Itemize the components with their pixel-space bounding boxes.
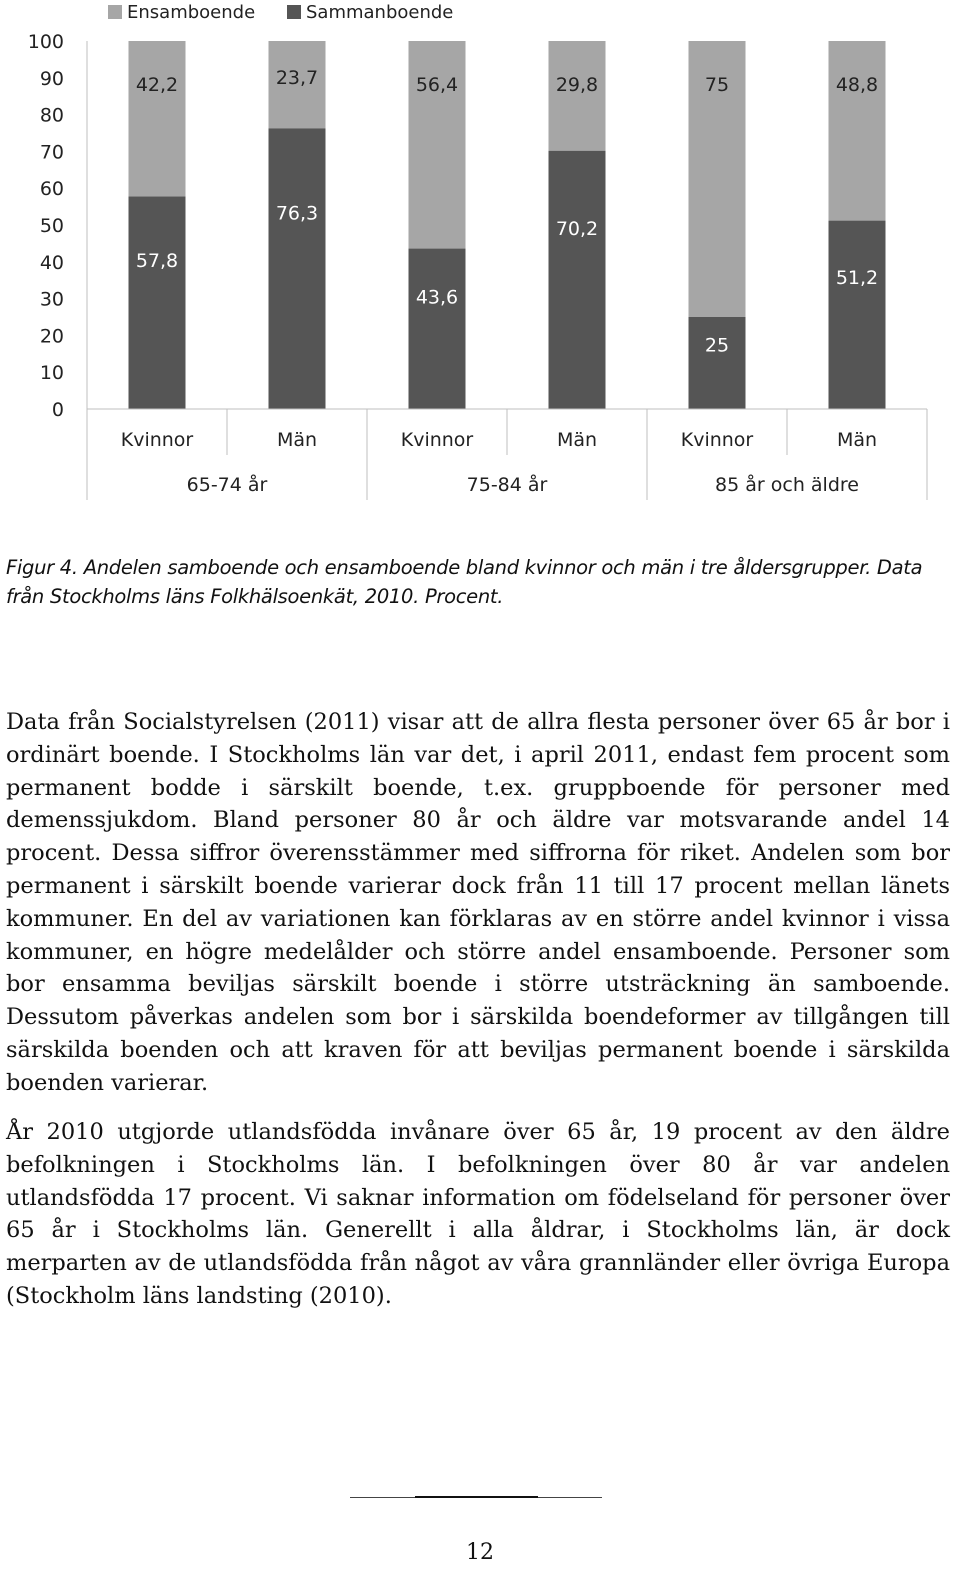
x-category-label: Män: [556, 429, 598, 451]
x-category-label: Män: [836, 429, 878, 451]
bar-segment-ensamboende: [129, 41, 186, 196]
body-paragraph: År 2010 utgjorde utlandsfödda invånare över 65 år, 19 procent av den äldre befolkningen i Stockholms län. I befolkningen över 80 år var andelen utlandsfödda 17 procent. Vi saknar information om födelseland för personer över 65 år i Stockholms län. Generellt i alla åldrar, i Stockholms län, är dock merparten av de utlandsfödda från något av våra grannländer eller övriga Europa (Stockholm läns landsting (2010).: [6, 1119, 950, 1309]
x-group-label: 85 år och äldre: [715, 474, 859, 496]
bar-segment-ensamboende: [829, 41, 886, 221]
bar-segment-ensamboende: [409, 41, 466, 249]
data-label: 42,2: [135, 74, 179, 96]
y-tick-label: 40: [39, 251, 64, 274]
figure-caption: Figur 4. Andelen samboende och ensamboende bland kvinnor och män i tre åldersgrupper. Data från Stockholms läns Folkhälsoenkät, 2010. Procent.: [6, 556, 923, 608]
y-tick-label: 20: [39, 325, 64, 348]
legend-label-sammanboende: Sammanboende: [306, 2, 454, 23]
plot-area: [129, 41, 886, 409]
legend-label-ensamboende: Ensamboende: [127, 2, 256, 23]
y-tick-label: 50: [39, 215, 64, 237]
page-number: 12: [466, 1540, 494, 1565]
data-label: 48,8: [835, 74, 879, 96]
y-tick-label: 100: [27, 31, 64, 53]
y-tick-label: 80: [39, 104, 64, 127]
y-axis: [28, 31, 87, 500]
legend-swatch-ensamboende: [108, 5, 122, 19]
stacked-bar-chart: [0, 0, 960, 510]
bar-segment-sammanboende: [129, 196, 186, 409]
bar-segment-sammanboende: [689, 317, 746, 409]
y-tick-label: 0: [51, 399, 64, 421]
y-tick-label: 30: [39, 288, 64, 311]
bar-segment-sammanboende: [549, 151, 606, 409]
footer-rule-accent: [415, 1496, 538, 1498]
data-label: 76,3: [275, 202, 319, 225]
x-category-label: Män: [276, 429, 318, 451]
bar-segment-sammanboende: [269, 128, 326, 409]
y-tick-label: 60: [39, 178, 64, 201]
x-category-label: Kvinnor: [680, 429, 754, 451]
x-axis: [87, 409, 927, 500]
data-label: 57,8: [135, 250, 179, 273]
x-group-label: 75-84 år: [466, 474, 548, 496]
y-tick-label: 10: [39, 362, 64, 385]
chart-legend: [108, 2, 453, 23]
legend-swatch-sammanboende: [287, 5, 301, 19]
data-label: 43,6: [415, 286, 459, 309]
data-label: 25: [704, 334, 730, 357]
data-label: 51,2: [835, 267, 879, 290]
x-group-label: 65-74 år: [186, 474, 268, 496]
bar-segment-sammanboende: [409, 249, 466, 409]
y-tick-label: 70: [39, 141, 64, 164]
x-category-label: Kvinnor: [400, 429, 474, 451]
data-label: 56,4: [415, 74, 459, 96]
data-label: 29,8: [555, 74, 599, 96]
x-category-label: Kvinnor: [120, 429, 194, 451]
data-label: 75: [704, 74, 730, 96]
bar-segment-sammanboende: [829, 221, 886, 409]
data-label: 23,7: [275, 67, 319, 90]
body-paragraph: Data från Socialstyrelsen (2011) visar att de allra flesta personer över 65 år bor i ordinärt boende. I Stockholms län var det, i april 2011, endast fem procent som permanent bodde i särskilt boende, t.ex. gruppboende för personer med demenssjukdom. Bland personer 80 år och äldre var motsvarande andel 14 procent. Dessa siffror överensstämmer med siffrorna för riket. Andelen som bor permanent i särskilt boende varierar dock från 11 till 17 procent mellan länets kommuner. En del av variationen kan förklaras av en större andel kvinnor i vissa kommuner, en högre medelålder och större andel ensamboende. Personer som bor ensamma beviljas särskilt boende i större utsträckning än samboende. Dessutom påverkas andelen som bor i särskilda boendeformer av tillgången till särskilda boenden och att kraven för att beviljas permanent boende i särskilda boenden varierar.: [6, 709, 950, 1096]
data-label: 70,2: [555, 218, 599, 241]
y-tick-label: 90: [39, 67, 64, 90]
